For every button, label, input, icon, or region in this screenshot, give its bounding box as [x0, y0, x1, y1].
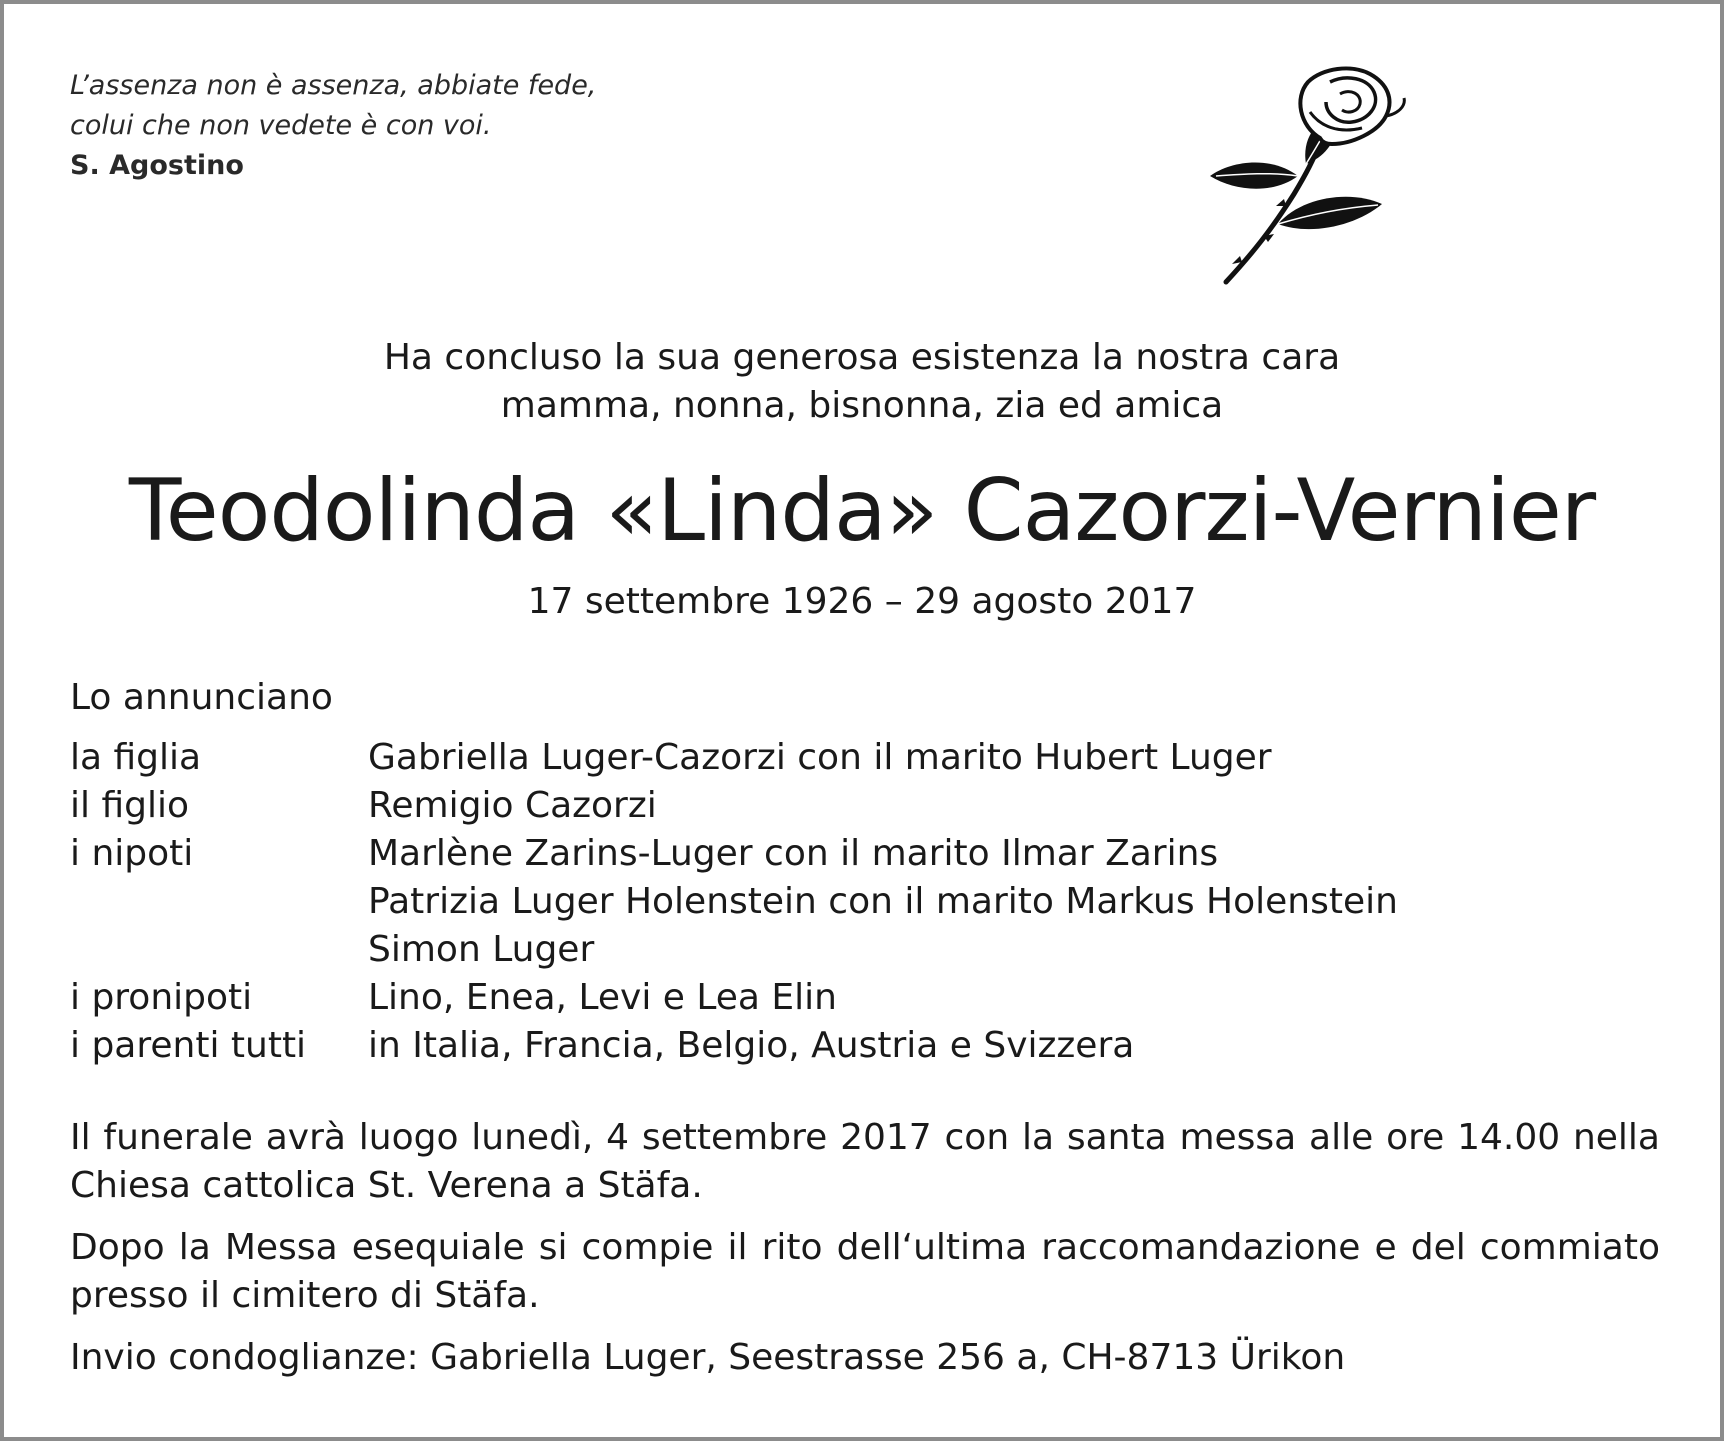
announcement-heading: Lo annunciano — [70, 677, 333, 718]
rose-icon — [1202, 64, 1422, 296]
family-name: Remigio Cazorzi — [368, 785, 657, 826]
condolence-address: Invio condoglianze: Gabriella Luger, Seestrasse 256 a, CH-8713 Ürikon — [70, 1337, 1346, 1378]
family-names — [368, 974, 1650, 1022]
family-names — [368, 1022, 1650, 1070]
ceremony-paragraph: Dopo la Messa esequiale si compie il rito dell‘ultima raccomandazione e del commiato presso il cimitero di Stäfa. — [70, 1227, 1660, 1316]
deceased-name: Teodolinda «Linda» Cazorzi-Vernier — [128, 461, 1596, 561]
family-name: Simon Luger — [368, 929, 595, 970]
family-role: il figlio — [70, 785, 190, 826]
family-row — [70, 1022, 1650, 1070]
family-names — [368, 830, 1650, 974]
quote-line-1: L’assenza non è assenza, abbiate fede, — [70, 70, 597, 101]
family-name: Marlène Zarins-Luger con il marito Ilmar Zarins — [368, 833, 1219, 874]
family-names — [368, 734, 1650, 782]
family-role: i pronipoti — [70, 977, 253, 1018]
intro-line-1: Ha concluso la sua generosa esistenza la nostra cara — [383, 337, 1341, 378]
family-name: Lino, Enea, Levi e Lea Elin — [368, 977, 838, 1018]
intro-text — [4, 334, 1720, 430]
family-name: Patrizia Luger Holenstein con il marito Markus Holenstein — [368, 881, 1398, 922]
family-role: la figlia — [70, 737, 202, 778]
funeral-paragraph: Il funerale avrà luogo lunedì, 4 settembre 2017 con la santa messa alle ore 14.00 nella Chiesa cattolica St. Verena a Stäfa. — [70, 1117, 1660, 1206]
quote-line-2: colui che non vedete è con voi. — [70, 110, 492, 141]
family-row — [70, 782, 1650, 830]
family-role: i parenti tutti — [70, 1025, 307, 1066]
family-name: Gabriella Luger-Cazorzi con il marito Hubert Luger — [368, 737, 1272, 778]
family-names — [368, 782, 1650, 830]
family-list — [70, 734, 1650, 1070]
intro-line-2: mamma, nonna, bisnonna, zia ed amica — [500, 385, 1224, 426]
family-row — [70, 734, 1650, 782]
family-row — [70, 830, 1650, 974]
quote-block — [70, 66, 596, 186]
family-row — [70, 974, 1650, 1022]
quote-author: S. Agostino — [70, 150, 244, 181]
family-role: i nipoti — [70, 833, 194, 874]
funeral-details — [70, 1114, 1660, 1396]
life-dates: 17 settembre 1926 – 29 agosto 2017 — [527, 581, 1197, 622]
family-name: in Italia, Francia, Belgio, Austria e Svizzera — [368, 1025, 1135, 1066]
